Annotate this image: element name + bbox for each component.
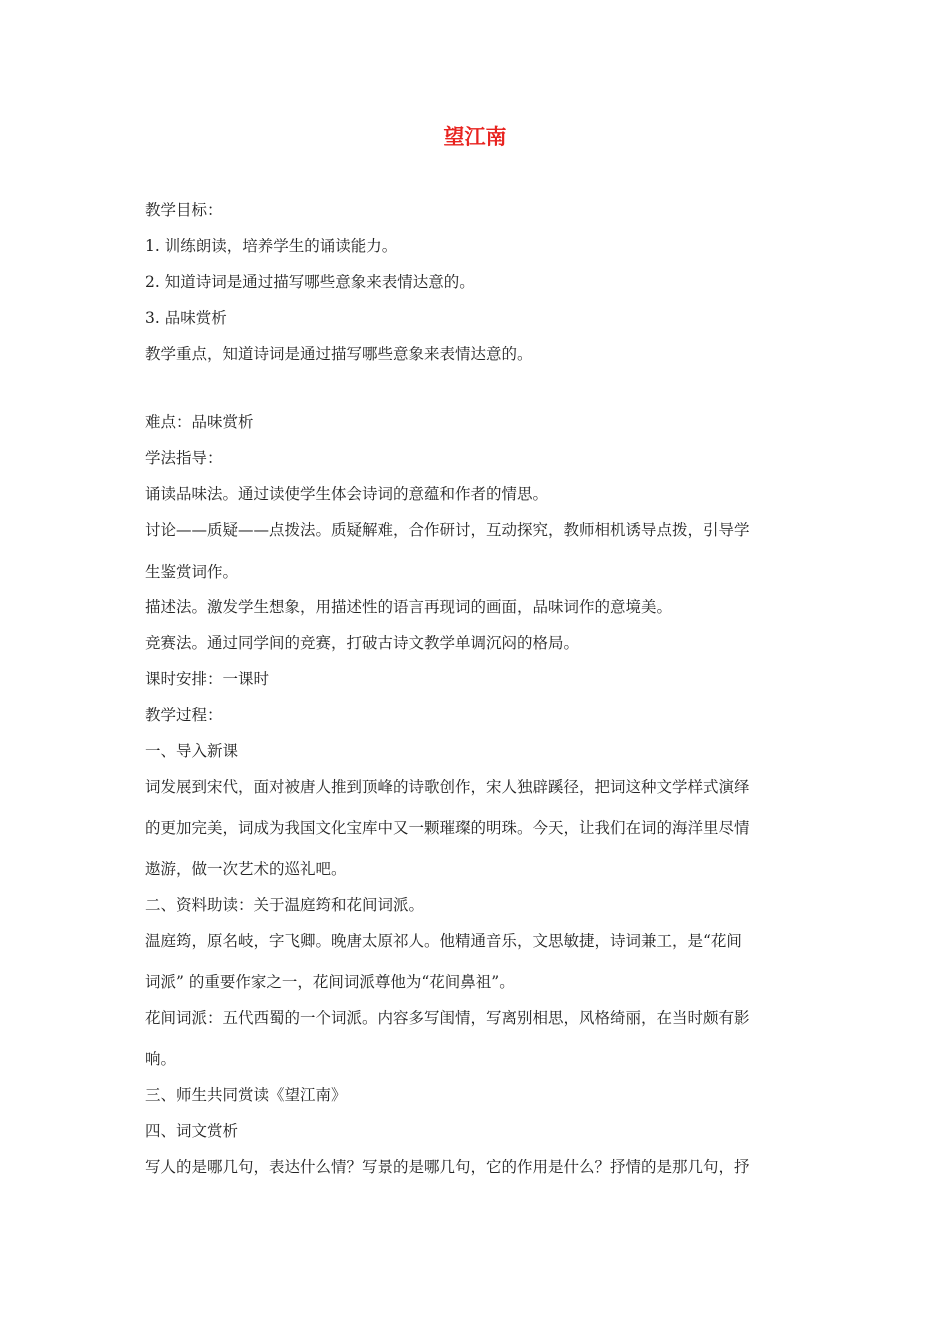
text-line: 教学目标： — [145, 201, 223, 219]
text-line: 词发展到宋代，面对被唐人推到顶峰的诗歌创作，宋人独辟蹊径，把词这种文学样式演绎 — [145, 778, 750, 796]
text-line: 温庭筠，原名岐，字飞卿。晚唐太原祁人。他精通音乐，文思敏捷，诗词兼工，是“花间 — [145, 932, 742, 950]
text-line: 三、师生共同赏读《望江南》 — [145, 1086, 347, 1104]
text-line: 难点：品味赏析 — [145, 413, 254, 431]
text-line: 的更加完美，词成为我国文化宝库中又一颗璀璨的明珠。今天，让我们在词的海洋里尽情 — [145, 819, 750, 837]
text-line: 遨游，做一次艺术的巡礼吧。 — [145, 860, 347, 878]
text-line: 四、词文赏析 — [145, 1122, 239, 1140]
text-line: 生鉴赏词作。 — [145, 563, 239, 581]
text-line: 词派” 的重要作家之一，花间词派尊他为“花间鼻祖”。 — [145, 973, 515, 991]
text-line: 描述法。激发学生想象，用描述性的语言再现词的画面，品味词作的意境美。 — [145, 598, 673, 616]
text-line: 课时安排：一课时 — [145, 670, 270, 688]
text-line: 一、导入新课 — [145, 742, 239, 760]
text-line: 竞赛法。通过同学间的竞赛，打破古诗文教学单调沉闷的格局。 — [145, 634, 580, 652]
text-line: 诵读品味法。通过读使学生体会诗词的意蕴和作者的情思。 — [145, 485, 549, 503]
text-line: 讨论——质疑——点拨法。质疑解难，合作研讨，互动探究，教师相机诱导点拨，引导学 — [145, 521, 750, 539]
text-line: 1. 训练朗读，培养学生的诵读能力。 — [145, 237, 398, 255]
text-line: 2. 知道诗词是通过描写哪些意象来表情达意的。 — [145, 273, 475, 291]
text-line: 花间词派：五代西蜀的一个词派。内容多写闺情，写离别相思，风格绮丽，在当时颇有影 — [145, 1009, 750, 1027]
text-line: 学法指导： — [145, 449, 223, 467]
text-line: 教学重点，知道诗词是通过描写哪些意象来表情达意的。 — [145, 345, 533, 363]
text-line: 二、资料助读：关于温庭筠和花间词派。 — [145, 896, 425, 914]
text-line: 3. 品味赏析 — [145, 309, 227, 327]
text-line: 写人的是哪几句，表达什么情？写景的是哪几句，它的作用是什么？抒情的是那几句，抒 — [145, 1158, 750, 1176]
document-title: 望江南 — [443, 125, 507, 149]
text-line: 教学过程： — [145, 706, 223, 724]
text-line: 响。 — [145, 1050, 177, 1068]
